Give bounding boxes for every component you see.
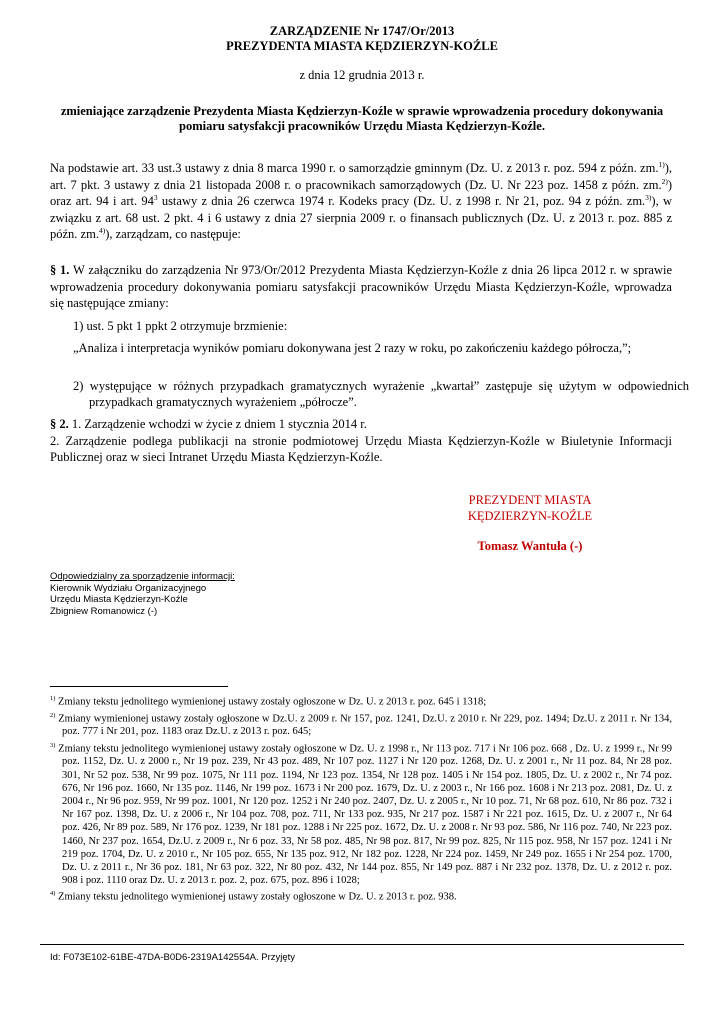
footnote-ref-2: 2) <box>661 176 668 186</box>
footnote-mark: 4) <box>50 890 56 898</box>
signature-title-2: KĘDZIERZYN-KOŹLE <box>467 509 593 523</box>
footnote-mark: 3) <box>50 741 56 749</box>
signature-title-1: PREZYDENT MIASTA <box>468 493 592 507</box>
section-1-item-1: 1) ust. 5 pkt 1 ppkt 2 otrzymuje brzmienie: <box>73 319 288 333</box>
signature-name: Tomasz Wantuła (-) <box>477 539 583 553</box>
section-1-quote: „Analiza i interpretacja wyników pomiaru dokonywana jest 2 razy w roku, po zakończeniu każdego półrocza,”; <box>73 341 632 355</box>
footnote-ref-4: 4) <box>98 225 106 235</box>
preamble-text-4: ustawy z dnia 26 czerwca 1974 r. Kodeks pracy (Dz. U. z 1998 r. Nr 21, poz. 94 z późn. zm. <box>157 194 646 208</box>
document-id: Id: F073E102-61BE-47DA-B0D6-2319A142554A. Przyjęty <box>50 952 296 963</box>
footnote-ref-1: 1) <box>658 159 665 169</box>
responsible-line-3: Zbigniew Romanowicz (-) <box>50 605 158 617</box>
footnote-text: Zmiany tekstu jednolitego wymienionej ustawy zostały ogłoszone w Dz. U. z 1998 r., Nr 113 poz. 717 i Nr 106 poz. 668 , Dz. U. z 1999 r., Nr 99 poz. 1152, Dz. U. z 2000 r., Nr 19 poz. 239, Nr 43 poz. 489, Nr 107 poz. 1127 i Nr 120 poz. 1268, Dz. U. z 2001 r., Nr 11 poz. 84, Nr 28 poz. 301, Nr 52 poz. 538, Nr 99 poz. 1075, Nr 111 poz. 1194, Nr 123 poz. 1354, Nr 128 poz. 1405 i Nr 154 poz. 1805, Dz. U. z 2002 r., Nr 74 poz. 676, Nr 196 poz. 1660, Nr 135 poz. 1146, Nr 199 poz. 1673 i Nr 200 poz. 1679, Dz. U. z 2003 r., Nr 166 poz. 1608 i Nr 213 poz. 2081, Dz. U. z 2004 r., Nr 96 poz. 959, Nr 99 poz. 1001, Nr 120 poz. 1252 i Nr 240 poz. 2407, Dz. U. z 2005 r., Nr 10 poz. 71, Nr 68 poz. 610, Nr 86 poz. 732 i Nr 167 poz. 1398, Dz. U. z 2006 r., Nr 104 poz. 708, poz. 711, Nr 133 poz. 935, Nr 217 poz. 1587 i Nr 221 poz. 1615, Dz. U. z 2007 r., Nr 64 poz. 426, Nr 89 poz. 589, Nr 176 poz. 1239, Nr 181 poz. 1288 i Nr 225 poz. 1672, Dz. U. z 2008 r. Nr 93 poz. 586, Nr 116 poz. 740, Nr 223 poz. 1460, Nr 237 poz. 1654, Dz.U. z 2009 r., Nr 6 poz. 33, Nr 58 poz. 485, Nr 98 poz. 817, Nr 99 poz. 825, Nr 115 poz. 958, Nr 157 poz. 1241 i Nr 219 poz. 1704, Dz. U. z 2010 r., Nr 105 poz. 655, Nr 135 poz. 912, Nr 182 poz. 1228, Nr 224 poz. 1459, Nr 249 poz. 1655 i Nr 254 poz. 1700, Dz. U. z 2011 r., Nr 36 poz. 181, Nr 63 poz. 322, Nr 80 poz. 432, Nr 144 poz. 855, Nr 149 poz. 887 i Nr 232 poz. 1378, Dz. U. z 2012 r. poz. 908 i poz. 1110 oraz Dz. U. z 2013 r. poz. 2, poz. 675, poz. 896 i 1028; <box>55 743 672 887</box>
document-title <box>0 24 724 54</box>
preamble-text-1: Na podstawie art. 33 ust.3 ustawy z dnia 8 marca 1990 r. o samorządzie gminnym (Dz. U. z 2013 r. poz. 594 z późn. zm. <box>50 161 659 175</box>
section-2-mark: § 2. <box>50 417 69 431</box>
responsible-line-2: Urzędu Miasta Kędzierzyn-Koźle <box>50 594 188 605</box>
footnote-text: Zmiany wymienionej ustawy zostały ogłoszone w Dz.U. z 2009 r. Nr 157, poz. 1241, Dz.U. z 2010 r. Nr 229, poz. 1494; Dz.U. z 2011 r. Nr 134, poz. 777 i Nr 201, poz. 1183 oraz Dz.U. z 2013 r. poz. 645; <box>55 713 672 738</box>
section-2-text-1: 1. Zarządzenie wchodzi w życie z dniem 1 stycznia 2014 r. <box>68 417 367 431</box>
section-1 <box>50 262 672 312</box>
document-subject: zmieniające zarządzenie Prezydenta Miasta Kędzierzyn-Koźle w sprawie wprowadzenia procedury dokonywania pomiaru satysfakcji pracowników Urzędu Miasta Kędzierzyn-Koźle. <box>60 104 664 133</box>
footer-separator <box>40 944 684 945</box>
title-line-2: PREZYDENTA MIASTA KĘDZIERZYN-KOŹLE <box>226 39 498 53</box>
footnote <box>50 692 672 709</box>
preamble-text-5: ), w związku z art. 68 ust. 2 pkt. 4 i 6 ustawy z dnia 27 sierpnia 2009 r. o finansach publicznych (Dz. U. z 2013 r. poz. 885 z późn. zm. <box>50 194 672 241</box>
responsible-person <box>50 571 235 617</box>
preamble <box>50 160 672 243</box>
footnote-mark: 2) <box>50 711 56 719</box>
section-1-mark: § 1. <box>50 263 70 277</box>
footnote-mark: 1) <box>50 695 56 702</box>
footnote <box>50 709 672 739</box>
section-1-text: W załączniku do zarządzenia Nr 973/Or/2012 Prezydenta Miasta Kędzierzyn-Koźle z dnia 26 lipca 2012 r. w sprawie wprowadzenia procedury dokonywania pomiaru satysfakcji pracowników Urzędu Miasta Kędzierzyn-Koźle, wprowadza się następujące zmiany: <box>50 263 673 310</box>
footnote <box>50 887 672 904</box>
signature-block <box>430 492 630 554</box>
footnote-ref-3: 3) <box>645 192 652 202</box>
footnote-text: Zmiany tekstu jednolitego wymienionej ustawy zostały ogłoszone w Dz. U. z 2013 r. poz. 938. <box>55 891 457 903</box>
title-line-1: ZARZĄDZENIE Nr 1747/Or/2013 <box>269 24 455 38</box>
section-2-para-1 <box>50 416 672 433</box>
section-2 <box>50 416 672 466</box>
footnote-text: Zmiany tekstu jednolitego wymienionej ustawy zostały ogłoszone w Dz. U. z 2013 r. poz. 645 i 1318; <box>55 696 487 708</box>
footnotes <box>50 692 672 904</box>
article-superscript: 3 <box>153 192 158 202</box>
preamble-text-3: ) oraz art. 94 i art. 94 <box>50 177 672 208</box>
footnote-separator <box>50 686 228 687</box>
document-date: z dnia 12 grudnia 2013 r. <box>299 68 425 82</box>
responsible-line-1: Kierownik Wydziału Organizacyjnego <box>50 582 207 594</box>
section-1-item-2: 2) występujące w różnych przypadkach gramatycznych wyrażenie „kwartał” zastępuje się użytym w odpowiednich przypadkach gramatycznych wyrażeniem „półrocze”. <box>73 379 689 409</box>
section-2-para-2: 2. Zarządzenie podlega publikacji na stronie podmiotowej Urzędu Miasta Kędzierzyn-Koźle w Biuletynie Informacji Publicznej oraz w sieci Intranet Urzędu Miasta Kędzierzyn-Koźle. <box>50 433 672 464</box>
responsible-heading: Odpowiedzialny za sporządzenie informacji: <box>50 571 235 582</box>
preamble-text-6: ), zarządzam, co następuje: <box>105 227 241 241</box>
preamble-text-2: ), art. 7 pkt. 3 ustawy z dnia 21 listopada 2008 r. o pracownikach samorządowych (Dz. U. Nr 223 poz. 1458 z późn. zm. <box>50 161 672 192</box>
footnote <box>50 739 672 888</box>
